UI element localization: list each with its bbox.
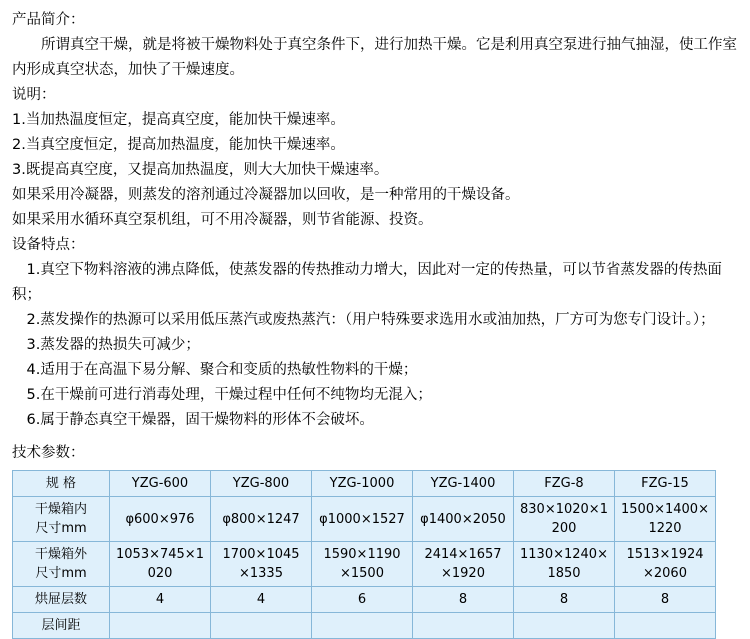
table-cell	[514, 542, 615, 587]
label-line: 干燥箱外	[34, 547, 87, 562]
description-item: 如果采用冷凝器，则蒸发的溶剂通过冷凝器加以回收，是一种常用的干燥设备。	[12, 187, 520, 203]
label-line: 尺寸mm	[35, 566, 87, 581]
section-title-specs: 技术参数：	[12, 445, 85, 461]
cell-line: ×2060	[643, 566, 687, 581]
table-row	[13, 542, 716, 587]
spec-table	[12, 470, 716, 639]
cell-line: φ600×976	[125, 511, 195, 527]
table-header-cell: YZG-600	[110, 471, 211, 497]
table-cell	[413, 613, 514, 639]
feature-item: 2.蒸发操作的热源可以采用低压蒸汽或废热蒸汽：（用户特殊要求选用水或油加热，厂方可为您专门设计。）；	[26, 312, 715, 328]
table-row	[13, 613, 716, 639]
table-header-cell: FZG-8	[514, 471, 615, 497]
description-item: 1.当加热温度恒定，提高真空度，能加快干燥速率。	[12, 112, 345, 128]
feature-item: 3.蒸发器的热损失可减少；	[26, 337, 200, 353]
cell-line: ×1500	[340, 566, 384, 581]
table-row-label	[13, 542, 110, 587]
table-cell	[211, 497, 312, 542]
table-cell	[312, 542, 413, 587]
description-item: 如果采用水循环真空泵机组，可不用冷凝器，则节省能源、投资。	[12, 212, 433, 228]
cell-line: φ1400×2050	[420, 511, 506, 527]
cell-line: 1513×1924	[626, 547, 704, 562]
table-header-cell: 规 格	[13, 471, 110, 497]
table-row	[13, 587, 716, 613]
table-cell	[615, 613, 716, 639]
table-cell	[312, 613, 413, 639]
table-row	[13, 497, 716, 542]
table-header-row	[13, 471, 716, 497]
table-header-cell: YZG-1000	[312, 471, 413, 497]
intro-paragraph: 所谓真空干燥，就是将被干燥物料处于真空条件下，进行加热干燥。它是利用真空泵进行抽气抽湿，使工作室内形成真空状态，加快了干燥速度。	[12, 37, 737, 78]
section-title-description: 说明：	[12, 87, 56, 103]
cell-line: 1590×1190	[323, 547, 401, 562]
feature-item: 4.适用于在高温下易分解、聚合和变质的热敏性物料的干燥；	[26, 362, 418, 378]
cell-line: φ800×1247	[222, 511, 300, 527]
feature-item: 6.属于静态真空干燥器，固干燥物料的形体不会破坏。	[26, 412, 374, 428]
table-row-label	[13, 497, 110, 542]
table-cell	[110, 542, 211, 587]
feature-item: 5.在干燥前可进行消毒处理，干燥过程中任何不纯物均无混入；	[26, 387, 432, 403]
table-cell	[514, 613, 615, 639]
table-cell	[514, 497, 615, 542]
description-item: 2.当真空度恒定，提高加热温度，能加快干燥速率。	[12, 137, 345, 153]
cell-line: φ1000×1527	[319, 511, 405, 527]
cell-line: ×1920	[441, 566, 485, 581]
label-line: 干燥箱内	[34, 502, 87, 517]
table-cell	[211, 542, 312, 587]
table-cell: 8	[615, 587, 716, 613]
feature-item: 1.真空下物料溶液的沸点降低，使蒸发器的传热推动力增大，因此对一定的传热量，可以节省蒸发器的传热面积；	[12, 262, 722, 303]
label-line: 尺寸mm	[35, 521, 87, 536]
table-cell	[615, 542, 716, 587]
cell-line: 2414×1657	[424, 547, 502, 562]
table-cell	[413, 542, 514, 587]
section-title-features: 设备特点：	[12, 237, 85, 253]
table-cell: 8	[514, 587, 615, 613]
cell-line: ×1335	[239, 566, 283, 581]
table-row-label: 层间距	[13, 613, 110, 639]
table-cell: 4	[110, 587, 211, 613]
cell-line: 1500×1400×1220	[621, 502, 709, 536]
table-row-label: 烘屉层数	[13, 587, 110, 613]
cell-line: 1130×1240×1850	[520, 547, 608, 581]
table-cell	[110, 613, 211, 639]
table-cell	[110, 497, 211, 542]
table-header-cell: YZG-800	[211, 471, 312, 497]
table-cell: 6	[312, 587, 413, 613]
table-header-cell: FZG-15	[615, 471, 716, 497]
description-item: 3.既提高真空度，又提高加热温度，则大大加快干燥速率。	[12, 162, 389, 178]
cell-line: 1700×1045	[222, 547, 300, 562]
cell-line: 1053×745×1020	[116, 547, 204, 581]
cell-line: 830×1020×1200	[520, 502, 608, 536]
table-cell: 8	[413, 587, 514, 613]
section-title-intro: 产品简介：	[12, 12, 85, 28]
table-cell	[413, 497, 514, 542]
table-cell: 4	[211, 587, 312, 613]
table-cell	[615, 497, 716, 542]
table-cell	[211, 613, 312, 639]
table-cell	[312, 497, 413, 542]
table-header-cell: YZG-1400	[413, 471, 514, 497]
